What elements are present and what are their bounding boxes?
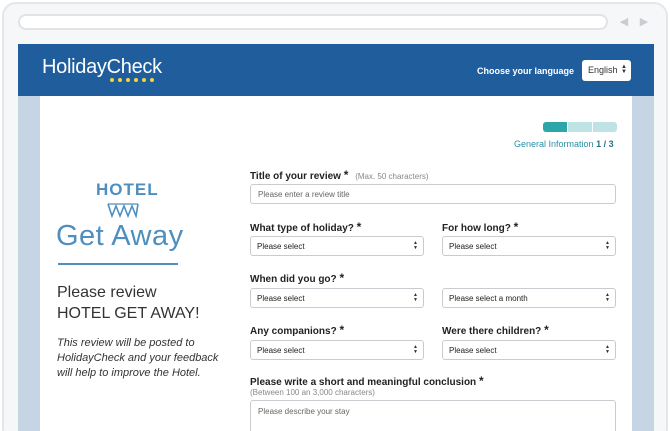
required-star: *	[544, 323, 549, 337]
children-label	[442, 323, 549, 337]
language-label: Choose your language	[477, 66, 575, 76]
progress-step-2	[568, 122, 592, 132]
select-arrows-icon: ▲ ▼	[413, 344, 418, 355]
progress-step-3	[593, 122, 617, 132]
progress-step-1	[543, 122, 567, 132]
when-month-value: Please select a month	[449, 294, 528, 303]
companions-value: Please select	[257, 346, 305, 355]
hotel-waves-icon	[106, 202, 140, 218]
address-bar[interactable]	[18, 14, 608, 30]
select-arrows-icon: ▲ ▼	[621, 64, 627, 75]
when-year-select[interactable]	[250, 288, 424, 308]
title-label	[250, 168, 429, 182]
language-select[interactable]	[582, 60, 631, 81]
duration-label-text: For how long?	[442, 223, 511, 234]
hotel-logo-underline	[58, 263, 178, 265]
step-count: 1 / 3	[596, 139, 614, 149]
conclusion-textarea[interactable]: Please describe your stay	[250, 400, 616, 431]
children-select[interactable]	[442, 340, 616, 360]
review-title-input[interactable]: Please enter a review title	[250, 184, 616, 204]
conclusion-hint: (Between 100 an 3,000 characters)	[250, 388, 375, 397]
required-star: *	[339, 323, 345, 337]
site-header	[18, 44, 654, 96]
duration-label	[442, 220, 518, 234]
step-text: General Information	[514, 139, 594, 149]
step-indicator	[514, 139, 614, 149]
browser-window	[2, 2, 668, 431]
when-month-select[interactable]	[442, 288, 616, 308]
children-label-text: Were there children?	[442, 326, 542, 337]
browser-nav	[618, 15, 650, 29]
review-heading	[57, 282, 247, 324]
holiday-type-label	[250, 220, 361, 234]
companions-label	[250, 323, 344, 337]
review-note: This review will be posted to HolidayCheck and your feedback will help to improve the Hotel.	[57, 337, 219, 379]
holiday-type-value: Please select	[257, 242, 305, 251]
review-heading-line1: Please review	[57, 284, 157, 301]
title-hint: (Max. 50 characters)	[355, 172, 429, 181]
progress-bar	[543, 122, 617, 132]
holiday-type-label-text: What type of holiday?	[250, 223, 354, 234]
when-label	[250, 271, 344, 285]
conclusion-label	[250, 374, 484, 388]
hotel-logo-name: Get Away	[56, 220, 184, 252]
required-star: *	[343, 168, 349, 182]
back-arrow-icon[interactable]: ◀	[619, 16, 629, 28]
required-star: *	[478, 374, 484, 388]
title-label-text: Title of your review	[250, 171, 341, 182]
required-star: *	[513, 220, 519, 234]
select-arrows-icon: ▲ ▼	[605, 344, 610, 355]
select-arrows-icon: ▲ ▼	[605, 240, 610, 251]
hotel-logo-word: HOTEL	[96, 180, 159, 199]
holiday-type-select[interactable]	[250, 236, 424, 256]
required-star: *	[356, 220, 362, 234]
when-label-text: When did you go?	[250, 274, 337, 285]
duration-value: Please select	[449, 242, 497, 251]
select-arrows-icon: ▲ ▼	[605, 292, 610, 303]
logo-dots-icon	[110, 78, 154, 82]
page-viewport	[18, 44, 654, 431]
review-heading-line2: HOTEL GET AWAY!	[57, 305, 200, 322]
review-form-panel	[40, 96, 632, 431]
required-star: *	[339, 271, 345, 285]
holidaycheck-logo[interactable]: HolidayCheck	[42, 56, 162, 78]
companions-label-text: Any companions?	[250, 326, 337, 337]
conclusion-label-text: Please write a short and meaningful conclusion	[250, 377, 477, 388]
language-value: English	[588, 65, 618, 75]
duration-select[interactable]	[442, 236, 616, 256]
forward-arrow-icon[interactable]: ▶	[639, 16, 649, 28]
select-arrows-icon: ▲ ▼	[413, 292, 418, 303]
children-value: Please select	[449, 346, 497, 355]
when-year-value: Please select	[257, 294, 305, 303]
select-arrows-icon: ▲ ▼	[413, 240, 418, 251]
companions-select[interactable]	[250, 340, 424, 360]
